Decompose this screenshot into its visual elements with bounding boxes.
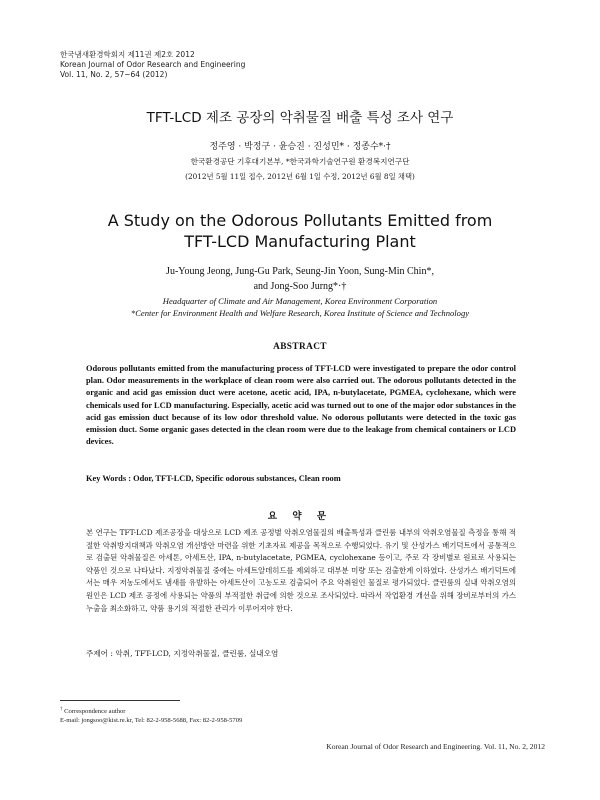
- journal-header-korean: 한국냄새환경학회지 제11권 제2호 2012: [60, 50, 195, 59]
- korean-abstract-heading: 요 약 문: [267, 511, 333, 522]
- english-title-line1: A Study on the Odorous Pollutants Emitted from: [107, 211, 493, 230]
- journal-header: [60, 50, 245, 80]
- abstract-body: Odorous pollutants emitted from the manufacturing process of TFT-LCD were investigated to prepare the odor control plan. Odor measurements in the workplace of clean room were also carried out. The odorous pollutants detected in the organic and acid gas emission duct were acetone, acetic acid, IPA, n-butylacetate, PGMEA, cyclohexane, which were chemicals used for LCD manufacturing. Especially, acetic acid was turned out to one of the major odor substances in the acid gas emission duct because of its low odor threshold value. No odorous pollutants were detected in the toxic gas emission duct. Some organic gases detected in the clean room were due to the leakage from chemical containers or LCD devices.: [86, 364, 516, 447]
- abstract-keywords: Key Words : Odor, TFT-LCD, Specific odorous substances, Clean room: [86, 474, 341, 483]
- journal-header-volume: Vol. 11, No. 2, 57~64 (2012): [60, 70, 168, 79]
- footnote-mark: †: [60, 707, 63, 712]
- english-affiliation-line2: *Center for Environment Health and Welfare Research, Korea Institute of Science and Technology: [130, 307, 470, 318]
- english-authors-line2: and Jong-Soo Jurng*·†: [253, 281, 347, 292]
- footnote-divider: [60, 700, 180, 701]
- footnote-correspondence: [60, 705, 242, 716]
- journal-header-english: Korean Journal of Odor Research and Engineering: [60, 60, 246, 69]
- korean-authors: 정주영 · 박정구 · 윤승진 · 진성민* · 정종수*·†: [209, 142, 391, 152]
- korean-dates: (2012년 5월 11일 접수, 2012년 6월 1일 수정, 2012년 6월 8일 채택): [185, 172, 415, 181]
- english-authors-line1: Ju-Young Jeong, Jung-Gu Park, Seung-Jin Yoon, Sung-Min Chin*,: [166, 266, 434, 277]
- footnote-correspondence-text: Correspondence author: [64, 708, 126, 716]
- page-footer: Korean Journal of Odor Research and Engineering. Vol. 11, No. 2, 2012: [326, 742, 545, 751]
- korean-keywords: 주제어 : 악취, TFT-LCD, 지정악취물질, 클린룸, 실내오염: [86, 649, 279, 658]
- english-authors: [0, 264, 600, 294]
- korean-affiliation: 한국환경공단 기후대기본부, *한국과학기술연구원 환경복지연구단: [190, 157, 410, 166]
- korean-abstract-body: 본 연구는 TFT-LCD 제조공장을 대상으로 LCD 제조 공정별 악취오염물질의 배출특성과 클린룸 내부의 악취오염물질 측정을 통해 적절한 악취방지대책과 악취오염 개선방안 마련을 위한 기초자료 제공을 목적으로 수행되었다. 유기 및 산성가스 배기덕트에서 공통적으로 검출된 악취물질은 아세톤, 아세트산, IPA, n-butylacetate, PGMEA, cyclohexane 등이고, 주로 각 장비별로 원료로 사용되는 약품인 것으로 나타났다. 지정악취물질 중에는 아세트알데히드를 제외하고 대부분 미량 또는 검출한계 이하였다. 산성가스 배기덕트에서는 매우 저농도에서도 냄새를 유발하는 아세트산이 고농도로 검출되어 주요 악취원인 물질로 평가되었다. 클린룸의 실내 악취오염의 원인은 LCD 제조 공정에 사용되는 약품의 부적절한 취급에 의한 것으로 조사되었다. 따라서 작업환경 개선을 위해 장비로부터의 가스누출을 최소화하고, 약품 용기의 적절한 관리가 이루어져야 한다.: [86, 528, 516, 613]
- korean-title: TFT-LCD 제조 공장의 악취물질 배출 특성 조사 연구: [146, 110, 454, 126]
- footnote: [60, 705, 242, 725]
- english-affiliation-line1: Headquarter of Climate and Air Management, Korea Environment Corporation: [162, 296, 438, 306]
- footnote-contact: E-mail: jongsoo@kist.re.kr, Tel: 82-2-958-5688, Fax: 82-2-958-5709: [60, 717, 243, 725]
- english-title: [0, 210, 600, 252]
- english-affiliation: [0, 296, 600, 319]
- abstract-heading: ABSTRACT: [273, 342, 327, 352]
- english-title-line2: TFT-LCD Manufacturing Plant: [184, 232, 416, 251]
